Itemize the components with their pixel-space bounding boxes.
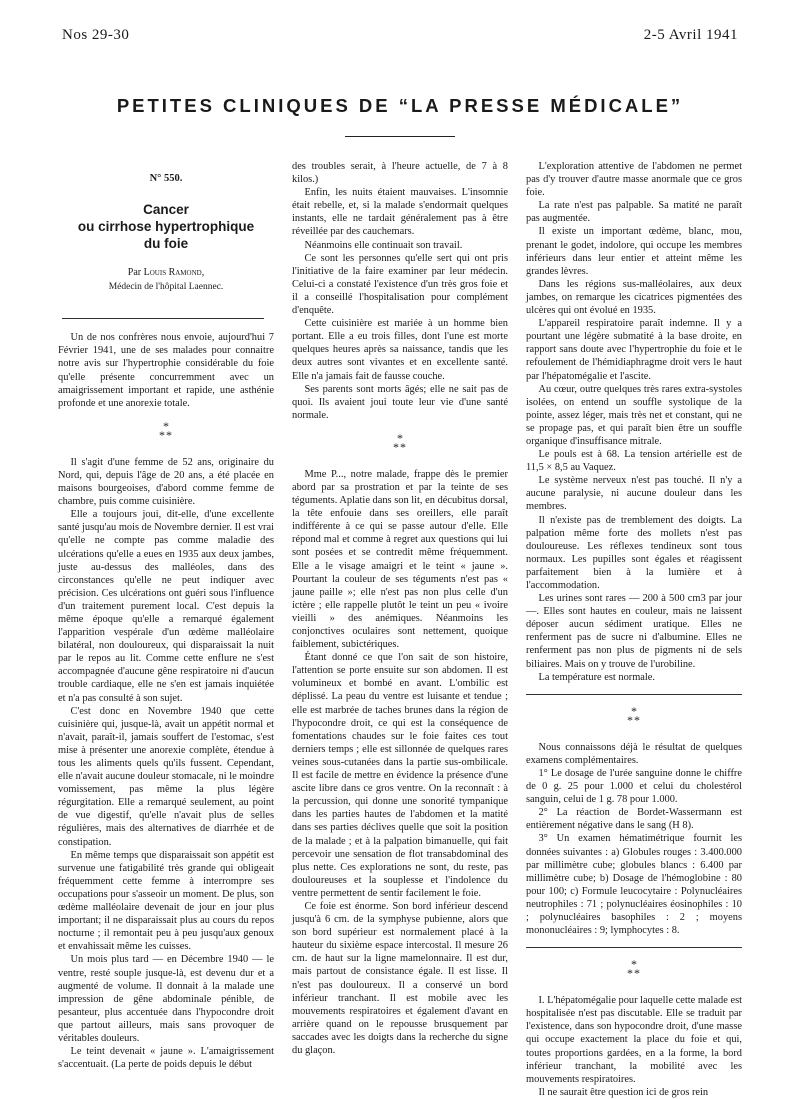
ornament-star: * (159, 427, 166, 442)
article-title (58, 201, 274, 252)
paragraph: L'appareil respiratoire paraît indemne. Il y a pourtant une légère submatité à la base droite, en rapport sans doute avec l'hypertrophie du foie et le refoulement de l'hémidiaphragme droit vers le haut par l'hépatomégalie et l'ascite. (526, 318, 742, 382)
paragraph: La température est normale. (538, 671, 656, 683)
ornament-star: * (397, 430, 403, 445)
paragraph: Il ne saurait être question ici de gros rein (538, 1086, 709, 1098)
ornament-star: * (631, 703, 637, 718)
paragraph: Au cœur, outre quelques très rares extra-systoles isolées, on entend un souffle systolique de la pointe, assez léger, mais très net et constant, qui ne se propage pas, et qui paraît bien être un souffle organique d'insuffisance mitrale. (526, 383, 742, 447)
column-2 (292, 160, 508, 1099)
paragraph: Le teint devenait « jaune ». L'amaigrissement s'accentuait. (La perte de poids depuis le début (58, 1046, 274, 1071)
running-head (62, 27, 738, 44)
section-ornament (292, 430, 508, 454)
paragraph: Il existe un important œdème, blanc, mou, prenant le godet, indolore, qui occupe les membres inférieurs dans leur entier et atteint même les grandes lèvres. (526, 226, 742, 277)
paragraph: 3° Un examen hématimétrique fournit les données suivantes : a) Globules rouges : 3.400.000 par millimètre cube; globules blancs : 6.400 par millimètre cube; b) Dosage de l'hémoglobine : 80 pour 100; c) Formule leucocytaire : Polynucléaires neutrophiles : 71 ; polynucléaires éosinophiles : 10 ; polynucléaires basophiles : 2 ; moyens mononucléaires : 9; lymphocytes : 8. (526, 833, 742, 937)
paragraph: Le système nerveux n'est pas touché. Il n'y a aucune paralysie, ni aucune douleur dans les membres. (526, 475, 742, 513)
intro-rule (62, 318, 264, 319)
section-ornament (58, 418, 274, 442)
column-3 (526, 160, 742, 1099)
paragraph: Ce foie est énorme. Son bord inférieur descend jusqu'à 6 cm. de la symphyse pubienne, alors que son bord supérieur est normalement placé à la hauteur du sixième espace intercostal. Il mesure 26 cm. de haut sur la ligne mamelonnaire. Il est dur, mais partout de consistance égale. Il est lisse. Il n'est pas douloureux. Il a conservé un bord inférieur tranchant. Il est mobile avec les mouvements respiratoires et également d'avant en arrière quand on le repousse brusquement par saccades avec les doigts dans la recherche du signe du glaçon. (292, 900, 508, 1056)
paragraph: Cette cuisinière est mariée à un homme bien portant. Elle a eu trois filles, dont l'une est morte quelques heures après sa naissance, tandis que les deux autres sont vivantes et en excellente santé. Elle n'a jamais fait de fausse couche. (292, 318, 508, 382)
paragraph: Il n'existe pas de tremblement des doigts. La palpation même forte des mollets n'est pas douloureuse. Les réflexes tendineux sont tous normaux. Les pupilles sont égales et réagissent parfaitement bien à la lumière et à l'accommodation. (526, 514, 742, 591)
article-title-line: Cancer (143, 202, 189, 218)
paragraph: Enfin, les nuits étaient mauvaises. L'insomnie était rebelle, et, si la malade s'endormait quelques instants, elle ne tardait généralement pas à être réveillée par des cauchemars. (292, 187, 508, 238)
title-rule (345, 136, 455, 137)
section-rule (526, 694, 742, 695)
issue-number: Nos 29-30 (62, 27, 130, 43)
ornament-star: * (631, 957, 637, 972)
paragraph: Ce sont les personnes qu'elle sert qui ont pris l'initiative de la faire examiner par leur médecin. Celui-ci a constaté l'existence d'un très gros foie et il a conseillé l'hospitalisation pour complément d'enquête. (292, 252, 508, 317)
section-ornament (526, 703, 742, 727)
ornament-star: * (166, 427, 173, 442)
paragraph: 2° La réaction de Bordet-Wassermann est entièrement négative dans le sang (H 8). (526, 807, 742, 832)
article-number: N° 550. (149, 173, 183, 184)
paragraph: Ses parents sont morts âgés; elle ne sait pas de quoi. Ils avaient joui toute leur vie d'une santé normale. (292, 383, 508, 421)
paragraph: Nous connaissons déjà le résultat de quelques examens complémentaires. (526, 741, 742, 766)
paragraph: des troubles serait, à l'heure actuelle, de 7 à 8 kilos.) (292, 161, 508, 186)
author-name: Louis Ramond, (143, 267, 205, 279)
paragraph: L'exploration attentive de l'abdomen ne permet pas d'y trouver d'autre masse anormale que ce gros foie. (526, 161, 742, 199)
paragraph: Elle a toujours joui, dit-elle, d'une excellente santé jusqu'au mois de Novembre dernier. Il est vrai qu'elle ne compte pas comme maladie des ulcérations qu'elle a eues en 1935 aux deux jambes, juste au-dessus des malléoles, dans des circonstances qu'elle ne peut indiquer avec précision. Ces ulcérations ont guéri sous l'influence d'un traitement purement local. C'est depuis la même époque qu'elle a remarqué également l'apparition vespérale d'un œdème malléolaire bilatéral, non douloureux, qui disparaissait la nuit par le repos au lit. Comme cette enflure ne s'est accompagnée d'aucune gêne respiratoire ni d'aucun trouble cardiaque, elle ne s'en est jamais inquiétée et n'a pas consulté à son sujet. (58, 509, 274, 704)
byline-prefix: Par (127, 267, 142, 279)
paragraph: En même temps que disparaissait son appétit est survenue une fatigabilité très grande qui obligeait fréquemment cette femme à interrompre ses occupations pour s'asseoir un moment. De plus, son œdème malléolaire devenait de jour en jour plus important; il ne disparaissait plus au cours du repos nocturne ; il remontait peu à peu jusqu'aux genoux et envahissait même les cuisses. (58, 849, 274, 953)
ornament-star: * (634, 712, 641, 727)
column-1 (58, 160, 274, 1099)
section-rule (526, 947, 742, 948)
page-title: PETITES CLINIQUES DE “LA PRESSE MÉDICALE” (116, 95, 684, 116)
paragraph: La rate n'est pas palpable. Sa matité ne paraît pas augmentée. (526, 200, 742, 225)
paragraph: 1° Le dosage de l'urée sanguine donne le chiffre de 0 g. 25 pour 1.000 et celui du cholestérol sanguin, celui de 1 g. 78 pour 1.000. (526, 767, 742, 806)
ornament-star: * (627, 966, 634, 981)
article-title-line: ou cirrhose hypertrophique (77, 219, 255, 235)
paragraph: Étant donné ce que l'on sait de son histoire, l'attention se porte ensuite sur son abdomen. Il est volumineux et bombé en avant. L'ombilic est déplissé. La peau du ventre est luisante et tendue ; elle est marbrée de taches brunes dans la région de l'hypocondre droit, ce qui est la conséquence de fomentations chaudes sur le foie faites ces tout derniers temps ; elle est sillonnée de quelques rares veines sous-cutanées dans la partie sus-ombilicale. Il est facile de mettre en évidence la présence d'une ascite libre dans ce gros ventre. On la reconnaît : à la percussion, qui donne une sonorité tympanique dans les parties hautes de l'abdomen et la matité dans ses parties déclives quelle que soit la position de la malade ; et à la palpation bimanuelle, qui fait percevoir une sensation de flot transabdominal des plus nette. Ces explorations ne sont, du reste, pas douloureuses et la souplesse et l'indolence du ventre permettent de sentir facilement le foie. (292, 652, 508, 899)
paragraph: Le pouls est à 68. La tension artérielle est de 11,5 × 8,5 au Vaquez. (526, 449, 742, 474)
ornament-star: * (400, 439, 407, 454)
paragraph: Un de nos confrères nous envoie, aujourd'hui 7 Février 1941, une de ses malades pour connaitre notre avis sur l'hypertrophie considérable du foie qu'elle présente concurremment avec un amaigrissement important et rapide, une asthénie profonde et une anorexie totale. (58, 332, 274, 409)
paragraph: I. L'hépatomégalie pour laquelle cette malade est hospitalisée n'est pas discutable. Elle se traduit par l'existence, dans son hypocondre droit, d'une masse qui occupe exactement la place du foie et qui, toutes proportions gardées, en a la forme, la bord inférieur tranchant, la mobilité avec les mouvements respiratoires. (526, 995, 742, 1085)
paragraph: Néanmoins elle continuait son travail. (304, 239, 463, 251)
paragraph: Dans les régions sus-malléolaires, aux deux jambes, on remarque les cicatrices pigmentées des ulcères qui ont évolué en 1935. (526, 278, 742, 317)
ornament-star: * (163, 418, 169, 433)
article-title-line: du foie (143, 236, 189, 252)
paragraph: Il s'agit d'une femme de 52 ans, originaire du Nord, qui, depuis l'âge de 20 ans, a été placée en maisons bourgeoises, d'abord comme femme de chambre, puis comme cuisinière. (58, 456, 274, 508)
ornament-star: * (634, 966, 641, 981)
section-ornament (526, 957, 742, 981)
byline (58, 266, 274, 279)
paragraph: Les urines sont rares — 200 à 500 cm3 par jour —. Elles sont hautes en couleur, mais ne laissent déposer aucun sédiment uratique. Elles ne renferment pas de sucre ni d'albumine. Elles ne renferment pas non plus de pigments ni de sels biliaires. Mais on y trouve de l'urobiline. (526, 593, 742, 670)
ornament-star: * (627, 712, 634, 727)
paragraph: Mme P..., notre malade, frappe dès le premier abord par sa prostration et par la teinte de ses téguments. Aplatie dans son lit, en décubitus dorsal, la tête enfouie dans ses oreillers, elle paraît indifférente à ce qui se passe autour d'elle. Elle répond mal et comme à regret aux questions qui lui sont posées et se contredit même fréquemment. Elle a le visage amaigri et le teint « jaune ». Pourtant la couleur de ses téguments n'est pas « jaune paille »; elle n'est pas non plus celle d'un ictère ; elle rappelle plutôt le teint un peu « ivoire vieilli » des anémiques. Néanmoins les conjonctives oculaires sont nettement, quoique faiblement, subictériques. (292, 468, 508, 651)
paragraph: Un mois plus tard — en Décembre 1940 — le ventre, resté souple jusque-là, est devenu dur et a augmenté de volume. Il donnait à la malade une impression de gêne abdominale pénible, de pesanteur, plus accentuée dans l'hypocondre droit que partout ailleurs, mais sans provoquer de véritables douleurs. (58, 954, 274, 1044)
ornament-star: * (393, 439, 400, 454)
author-affiliation: Médecin de l'hôpital Laennec. (108, 282, 224, 293)
paragraph: C'est donc en Novembre 1940 que cette cuisinière qui, jusque-là, avait un appétit normal et n'avait, paraît-il, jamais souffert de l'estomac, s'est mise à présenter une anorexie complète, étendue à tous les aliments quels qu'ils fussent. Cependant, elle n'avait aucune douleur stomacale, ni le moindre vomissement, pas même la plus légère régurgitation. Elle a remarqué seulement, au point de vue digestif, qu'elle n'avait plus de selles régulières, mais des alternatives de diarrhée et de constipation. (58, 705, 274, 848)
issue-date: 2-5 Avril 1941 (643, 27, 738, 43)
article-columns (58, 160, 742, 1098)
